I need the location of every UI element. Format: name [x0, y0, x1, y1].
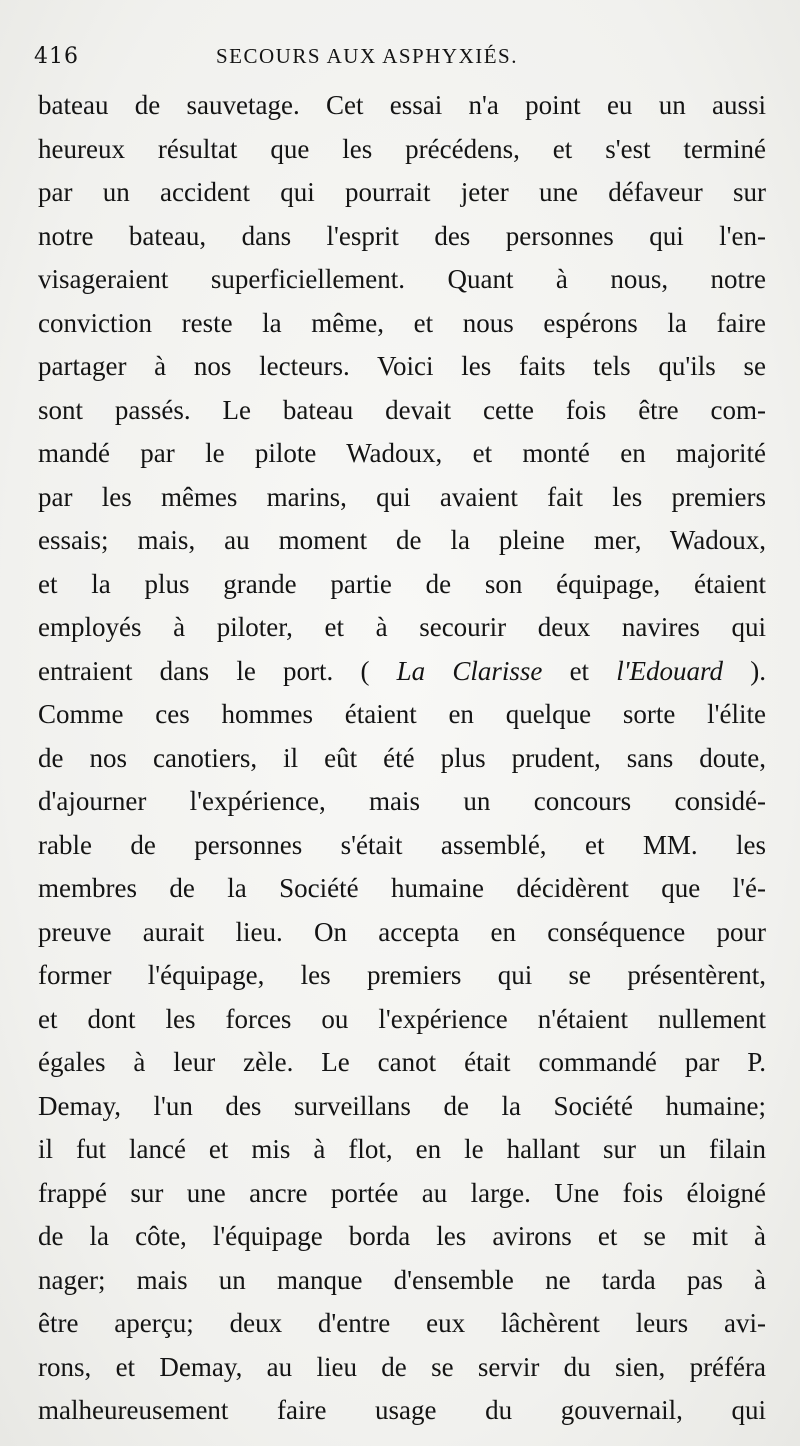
text-line: et dont les forces ou l'expérience n'étaient nullement — [38, 1003, 766, 1034]
text-line: essais; mais, au moment de la pleine mer, Wadoux, — [38, 525, 766, 555]
text-line: Demay, l'un des surveillans de la Société humaine; — [38, 1090, 766, 1121]
text-line: rable de personnes s'était assemblé, et MM. les — [38, 829, 766, 860]
text-line: heureux résultat que les précédens, et s'est terminé — [38, 133, 766, 164]
text-line: preuve aurait lieu. On accepta en conséquence pour — [38, 916, 766, 947]
text-line: par un accident qui pourrait jeter une défaveur sur — [38, 177, 766, 207]
text-line: former l'équipage, les premiers qui se présentèrent, — [38, 960, 766, 990]
text-line: il fut lancé et mis à flot, en le hallant sur un filain — [38, 1134, 766, 1164]
text-line: membres de la Société humaine décidèrent que l'é- — [38, 873, 766, 903]
line-text-middle: et — [542, 655, 617, 686]
text-line: frappé sur une ancre portée au large. Une fois éloigné — [38, 1177, 766, 1208]
ship-name-edouard: l'Edouard — [616, 655, 724, 686]
text-line: mandé par le pilote Wadoux, et monté en majorité — [38, 438, 766, 468]
page-number: 416 — [34, 44, 79, 69]
text-line: d'ajourner l'expérience, mais un concours considé- — [38, 786, 766, 816]
page-header — [0, 44, 800, 84]
text-line: de nos canotiers, il eût été plus prudent, sans doute, — [38, 742, 766, 773]
ship-name-clarisse: La Clarisse — [396, 655, 543, 686]
text-line: partager à nos lecteurs. Voici les faits tels qu'ils se — [38, 351, 766, 381]
text-line: visageraient superficiellement. Quant à nous, notre — [38, 264, 766, 294]
text-line: être aperçu; deux d'entre eux lâchèrent leurs avi- — [38, 1308, 766, 1338]
text-line: de la côte, l'équipage borda les avirons et se mit à — [38, 1221, 766, 1251]
text-line: employés à piloter, et à secourir deux navires qui — [38, 612, 766, 642]
text-line: conviction reste la même, et nous espérons la faire — [38, 307, 766, 338]
running-title: SECOURS AUX ASPHYXIÉS. — [216, 44, 518, 68]
text-line: notre bateau, dans l'esprit des personnes qui l'en- — [38, 220, 766, 251]
text-line: bateau de sauvetage. Cet essai n'a point eu un aussi — [38, 90, 766, 120]
body-text — [38, 84, 766, 1433]
line-text-after: ). — [723, 655, 766, 686]
line-text-before: entraient dans le port. ( — [38, 655, 397, 686]
text-line: nager; mais un manque d'ensemble ne tarda pas à — [38, 1264, 766, 1295]
text-line-with-ship-names — [38, 650, 766, 694]
text-line: rons, et Demay, au lieu de se servir du sien, préféra — [38, 1351, 766, 1382]
text-line: et la plus grande partie de son équipage, étaient — [38, 568, 766, 599]
text-line: malheureusement faire usage du gouvernail, qui — [38, 1395, 766, 1425]
text-line: sont passés. Le bateau devait cette fois être com- — [38, 394, 766, 425]
text-line: par les mêmes marins, qui avaient fait les premiers — [38, 481, 766, 512]
text-line: égales à leur zèle. Le canot était commandé par P. — [38, 1047, 766, 1077]
text-line: Comme ces hommes étaient en quelque sorte l'élite — [38, 699, 766, 729]
